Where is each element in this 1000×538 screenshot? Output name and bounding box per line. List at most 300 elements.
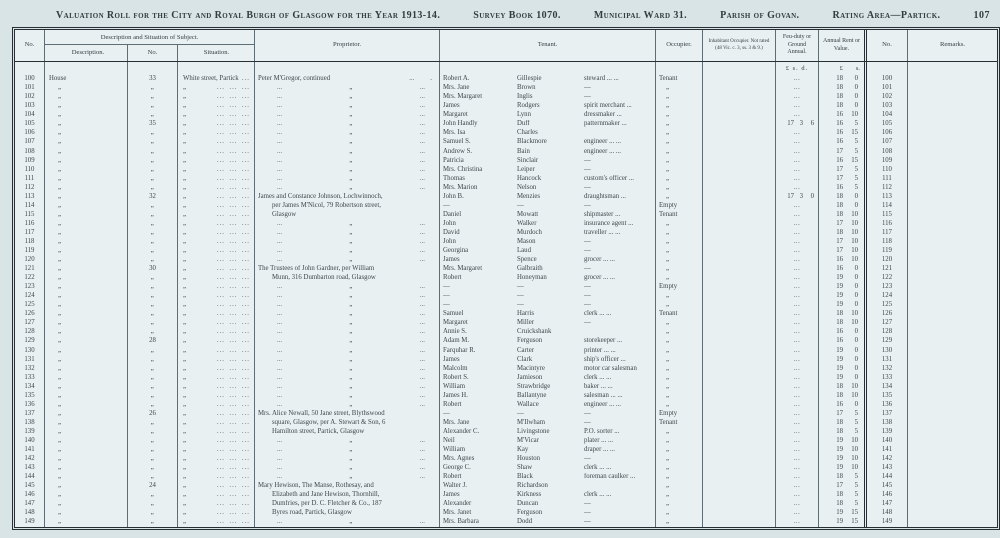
ditto-mark: „ [349,391,353,399]
leader-dots: ... ... ... [216,382,250,390]
tenant-surname: Richardson [517,482,548,490]
cell-tenant [440,419,656,428]
table-row [15,392,997,401]
cell-entry-no-right: 120 [867,256,908,265]
cell-feu-duty [776,283,819,292]
header-description-group-label: Description and Situation of Subject. [45,30,254,45]
cell-description: „ [45,346,128,355]
cell-description: „ [45,84,128,93]
leader-dots: ... [793,129,801,137]
currency-spacer [255,62,440,75]
cell-description: „ [45,419,128,428]
cell-street-no: „ [128,184,178,193]
leader-dots: ... ... ... [216,247,250,255]
cell-tenant [440,211,656,220]
rent-shillings: 0 [854,301,858,309]
rent-shillings: 10 [851,437,858,444]
cell-occupier: „ [656,165,703,174]
cell-situation [178,120,255,129]
cell-description: „ [45,111,128,120]
cell-entry-no: 106 [15,129,45,138]
ditto-mark: „ [349,165,353,173]
cell-situation [178,229,255,238]
tenant-surname: Laud [517,247,531,255]
cell-remarks [908,147,997,156]
cell-occupier: „ [656,93,703,102]
leader-dots: ... [793,355,801,363]
ditto-mark: „ [183,319,187,327]
leader-dots: ... [277,147,283,155]
cell-entry-no: 142 [15,455,45,464]
tenant-forename: Patricia [443,156,464,164]
cell-proprietor [255,283,440,292]
leader-dots: ... [793,427,801,435]
tenant-forename: John [443,219,456,227]
tenant-occupation: steward ... ... [584,75,619,83]
cell-situation [178,310,255,319]
cell-street-no: „ [128,455,178,464]
proprietor-text: James and Constance Johnson, Lochwinnoch, [258,192,383,200]
cell-proprietor [255,292,440,301]
tenant-occupation: dressmaker ... [584,111,622,119]
cell-proprietor [255,138,440,147]
currency-spacer [656,62,703,75]
rent-shillings: 10 [851,319,858,327]
cell-inhabitant-occupier [703,410,776,419]
table-row [15,129,997,138]
rent-shillings: 0 [854,201,858,209]
cell-annual-rent [819,301,867,310]
rent-pounds: 18 [836,192,843,200]
cell-inhabitant-occupier [703,156,776,165]
cell-entry-no-right: 128 [867,328,908,337]
cell-description: House [45,75,128,84]
rent-pounds: 19 [836,446,843,454]
leader-dots: ... ... ... [216,427,250,435]
leader-dots: ... [419,346,425,354]
cell-annual-rent [819,202,867,211]
cell-proprietor [255,455,440,464]
leader-dots: ... [419,120,425,128]
cell-description: „ [45,129,128,138]
cell-proprietor [255,374,440,383]
cell-entry-no-right: 147 [867,500,908,509]
cell-situation [178,75,255,84]
cell-proprietor [255,365,440,374]
cell-entry-no-right: 146 [867,491,908,500]
tenant-occupation: engineer ... ... [584,147,621,155]
cell-tenant [440,482,656,491]
ditto-mark: „ [349,228,353,236]
cell-inhabitant-occupier [703,500,776,509]
cell-remarks [908,419,997,428]
cell-description: „ [45,193,128,202]
cell-annual-rent [819,265,867,274]
leader-dots: ... [277,328,283,336]
leader-dots: ... [419,382,425,390]
ditto-mark: „ [349,328,353,336]
cell-occupier: „ [656,491,703,500]
cell-proprietor [255,419,440,428]
rent-pounds: 19 [836,346,843,354]
tenant-occupation: draughtsman ... [584,192,626,200]
ditto-mark: „ [183,129,187,137]
cell-entry-no-right: 124 [867,292,908,301]
leader-dots: ... ... ... [216,319,250,327]
ditto-mark: „ [349,292,353,300]
rent-pounds: 18 [836,473,843,481]
cell-situation [178,473,255,482]
leader-dots: ... [419,256,425,264]
tenant-occupation: clerk ... ... [584,491,612,499]
ditto-mark: „ [183,138,187,146]
cell-inhabitant-occupier [703,491,776,500]
cell-entry-no-right: 103 [867,102,908,111]
cell-entry-no: 146 [15,491,45,500]
cell-entry-no: 135 [15,392,45,401]
ditto-mark: „ [349,102,353,110]
cell-feu-duty [776,491,819,500]
cell-entry-no-right: 132 [867,365,908,374]
municipal-ward-label: Municipal Ward 31. [593,9,688,21]
ditto-mark: „ [183,301,187,309]
cell-situation [178,401,255,410]
ditto-mark: „ [183,328,187,336]
leader-dots: ... [419,464,425,472]
cell-tenant [440,156,656,165]
tenant-occupation: — [584,247,591,255]
survey-book-label: Survey Book 1070. [473,9,561,21]
cell-annual-rent [819,193,867,202]
cell-entry-no: 119 [15,247,45,256]
cell-proprietor [255,84,440,93]
cell-description: „ [45,310,128,319]
ditto-mark: „ [183,355,187,363]
cell-street-no: „ [128,437,178,446]
leader-dots: ... [419,373,425,381]
parish-label: Parish of Govan. [720,9,800,21]
table-row [15,238,997,247]
table-header-row [15,30,997,62]
tenant-forename: — [443,409,450,417]
rent-shillings: 0 [854,84,858,92]
leader-dots: ... [793,418,801,426]
rent-shillings: 5 [854,409,858,417]
table-row [15,247,997,256]
tenant-surname: Clark [517,355,533,363]
cell-tenant [440,392,656,401]
cell-street-no: „ [128,256,178,265]
leader-dots: ... [793,147,801,155]
ditto-mark: „ [183,346,187,354]
cell-situation [178,383,255,392]
feu-pence: 0 [810,192,814,200]
leader-dots: ... [793,156,801,164]
ditto-mark: „ [349,518,353,526]
cell-entry-no: 137 [15,410,45,419]
cell-annual-rent [819,374,867,383]
cell-entry-no: 130 [15,346,45,355]
tenant-surname: Black [517,473,533,481]
leader-dots: ... [419,84,425,92]
tenant-forename: Alexander [443,500,472,508]
running-head [56,7,990,23]
rent-pounds: 19 [836,518,843,526]
tenant-surname: Duff [517,120,530,128]
rent-pounds: 18 [836,310,843,318]
leader-dots: ... ... ... [216,391,250,399]
rent-shillings: 15 [851,129,858,137]
cell-entry-no-right: 111 [867,175,908,184]
tenant-surname: Murdoch [517,228,542,236]
tenant-surname: Ferguson [517,337,543,345]
cell-street-no: „ [128,473,178,482]
cell-occupier: „ [656,301,703,310]
cell-occupier: „ [656,229,703,238]
rent-shillings: 10 [851,256,858,264]
cell-feu-duty [776,202,819,211]
rent-pounds: 18 [836,210,843,218]
leader-dots: ... [277,237,283,245]
ditto-mark: „ [183,156,187,164]
cell-remarks [908,509,997,518]
cell-tenant [440,165,656,174]
tenant-surname: Dodd [517,518,533,526]
rent-shillings: 0 [854,355,858,363]
table-row [15,319,997,328]
tenant-surname: Mowatt [517,210,539,218]
cell-situation [178,211,255,220]
cell-remarks [908,93,997,102]
tenant-forename: — [443,301,450,309]
leader-dots: ... ... ... [216,500,250,508]
table-row [15,165,997,174]
cell-entry-no-right: 143 [867,464,908,473]
cell-entry-no-right: 137 [867,410,908,419]
cell-street-no: „ [128,346,178,355]
ditto-mark: „ [349,400,353,408]
cell-occupier: Tenant [656,211,703,220]
cell-entry-no: 145 [15,482,45,491]
header-no-left: No. [15,30,45,61]
rent-pounds: 18 [836,427,843,435]
cell-occupier: „ [656,175,703,184]
tenant-surname: — [517,292,524,300]
cell-inhabitant-occupier [703,365,776,374]
table-row [15,75,997,84]
cell-feu-duty [776,428,819,437]
leader-dots: ... [419,292,425,300]
tenant-occupation: — [584,500,591,508]
tenant-forename: Walter J. [443,482,467,490]
feu-shillings: 3 [799,120,803,128]
cell-situation [178,247,255,256]
proprietor-text: Mrs. Alice Newall, 50 Jane street, Blythswood [258,409,385,417]
page-number: 107 [973,9,990,21]
tenant-surname: Kay [517,446,529,454]
cell-situation [178,220,255,229]
rating-area-label: Rating Area—Partick. [832,9,941,21]
cell-description: „ [45,301,128,310]
ditto-mark: „ [183,219,187,227]
cell-feu-duty [776,500,819,509]
leader-dots: ... ... ... [216,491,250,499]
ditto-mark: „ [349,183,353,191]
leader-dots: ... [419,364,425,372]
currency-spacer [908,62,997,75]
leader-dots: ... [793,228,801,236]
tenant-surname: — [517,301,524,309]
leader-dots: ... [277,310,283,318]
tenant-forename: Samuel [443,310,464,318]
rent-pounds: 17 [836,482,843,490]
rent-pounds: 16 [836,138,843,146]
cell-annual-rent [819,365,867,374]
cell-annual-rent [819,464,867,473]
cell-inhabitant-occupier [703,292,776,301]
tenant-forename: Alexander C. [443,427,480,435]
rent-pounds: 17 [836,174,843,182]
cell-description: „ [45,175,128,184]
rent-shillings: 0 [854,364,858,372]
cell-situation [178,500,255,509]
tenant-forename: Mrs. Jane [443,84,470,92]
cell-proprietor [255,491,440,500]
leader-dots: ... [793,319,801,327]
cell-inhabitant-occupier [703,193,776,202]
tenant-occupation: — [584,283,591,291]
cell-street-no: „ [128,220,178,229]
cell-feu-duty [776,111,819,120]
leader-dots: ... ... ... [216,147,250,155]
cell-street-no: 26 [128,410,178,419]
cell-proprietor [255,256,440,265]
leader-dots: ... [419,455,425,463]
proprietor-text: square, Glasgow, per A. Stewart & Son, 6 [272,418,386,426]
table-body [15,75,997,527]
ditto-mark: „ [349,373,353,381]
cell-remarks [908,473,997,482]
rent-pounds: 16 [836,400,843,408]
leader-dots: ... [277,292,283,300]
leader-dots: ... ... ... [216,228,250,236]
cell-street-no: „ [128,138,178,147]
cell-inhabitant-occupier [703,319,776,328]
cell-inhabitant-occupier [703,446,776,455]
leader-dots: ... [277,455,283,463]
ditto-mark: „ [183,337,187,345]
cell-street-no: „ [128,328,178,337]
rent-pounds: 19 [836,509,843,517]
cell-situation [178,102,255,111]
cell-entry-no: 122 [15,274,45,283]
cell-description: „ [45,93,128,102]
cell-occupier: „ [656,102,703,111]
leader-dots: ... [277,156,283,164]
leader-dots: ... [419,283,425,291]
leader-dots: ... ... ... [216,274,250,282]
rent-shillings: 0 [854,283,858,291]
cell-description: „ [45,156,128,165]
leader-dots: ... [793,518,801,526]
proprietor-text: The Trustees of John Gardner, per William [258,265,375,273]
leader-dots: ... [793,473,801,481]
cell-proprietor [255,446,440,455]
proprietor-text: Hamilton street, Partick, Glasgow [272,427,365,435]
rent-shillings: 15 [851,156,858,164]
cell-annual-rent [819,518,867,527]
tenant-forename: Mrs. Margaret [443,265,483,273]
leader-dots: ... [277,228,283,236]
cell-entry-no: 107 [15,138,45,147]
cell-situation [178,238,255,247]
table-row [15,120,997,129]
cell-feu-duty [776,337,819,346]
tenant-forename: Farquhar R. [443,346,476,354]
cell-tenant [440,473,656,482]
cell-feu-duty [776,455,819,464]
cell-entry-no: 118 [15,238,45,247]
cell-remarks [908,265,997,274]
cell-description: „ [45,147,128,156]
leader-dots: ... [419,93,425,101]
ditto-mark: „ [349,256,353,264]
cell-proprietor [255,247,440,256]
cell-remarks [908,437,997,446]
tenant-occupation: — [584,183,591,191]
leader-dots: ... ... ... [216,84,250,92]
cell-description: „ [45,401,128,410]
ditto-mark: „ [183,500,187,508]
cell-proprietor [255,147,440,156]
tenant-surname: Inglis [517,93,533,101]
cell-inhabitant-occupier [703,437,776,446]
rent-shillings: 5 [854,482,858,490]
ditto-mark: „ [183,464,187,472]
cell-inhabitant-occupier [703,401,776,410]
cell-description: „ [45,319,128,328]
leader-dots: ... [419,355,425,363]
leader-dots: ... ... ... [216,174,250,182]
cell-annual-rent [819,129,867,138]
ditto-mark: „ [183,174,187,182]
cell-proprietor [255,274,440,283]
leader-dots: ... [793,301,801,309]
currency-units-row [15,62,997,75]
cell-inhabitant-occupier [703,175,776,184]
cell-tenant [440,365,656,374]
cell-remarks [908,346,997,355]
tenant-occupation: grocer ... ... [584,274,615,282]
cell-entry-no: 121 [15,265,45,274]
leader-dots: ... [419,183,425,191]
cell-proprietor [255,175,440,184]
rent-pounds: 17 [836,409,843,417]
cell-inhabitant-occupier [703,220,776,229]
cell-annual-rent [819,355,867,364]
leader-dots: ... [277,283,283,291]
cell-street-no: „ [128,365,178,374]
rent-pounds: 18 [836,491,843,499]
cell-situation [178,464,255,473]
cell-entry-no-right: 110 [867,165,908,174]
cell-occupier: „ [656,84,703,93]
leader-dots: ... ... ... [216,337,250,345]
rent-shillings: 0 [854,400,858,408]
tenant-forename: James [443,491,460,499]
leader-dots: ... [419,319,425,327]
cell-entry-no-right: 129 [867,337,908,346]
